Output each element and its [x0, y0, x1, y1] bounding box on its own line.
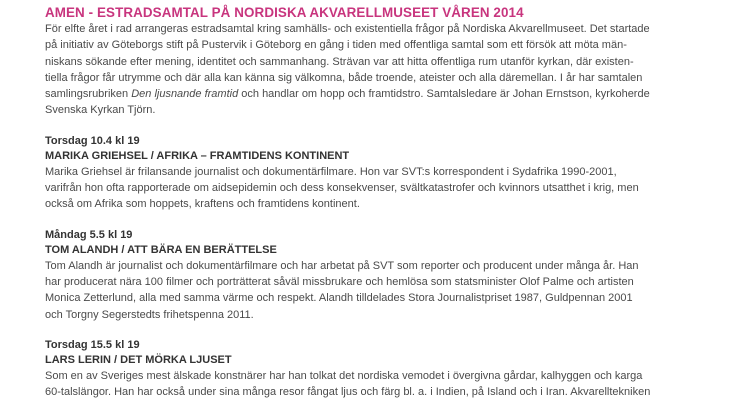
- event-line: Marika Griehsel är frilansande journalist och dokumentärfilmare. Hon var SVT:s korrespondent i Sydafrika 1990-2001,: [45, 165, 617, 178]
- event-tom-alandh: [45, 228, 705, 323]
- intro-line: tiella frågor får utrymme och där alla kan känna sig välkomna, både troende, ateister och alla däremellan. I år har samtalen: [45, 71, 643, 84]
- event-line: Som en av Sveriges mest älskade konstnärer har han tolkat det nordiska vemodet i övergivna gårdar, kalhyggen och karga: [45, 369, 643, 382]
- event-line: Tom Alandh är journalist och dokumentärfilmare och har arbetat på SVT som reporter och producent under många år. Han: [45, 259, 639, 272]
- event-description: [45, 368, 705, 401]
- event-line: Monica Zetterlund, alla med samma värme och respekt. Alandh tilldelades Stora Journalistpriset 1987, Guldpennan 2001: [45, 292, 633, 305]
- event-line: också om Afrika som hoppets, kraftens och framtidens kontinent.: [45, 198, 360, 211]
- event-lars-lerin: [45, 338, 705, 401]
- intro-line: på initiativ av Göteborgs stift på Pustervik i Göteborg en gång i tiden med offentliga samtal som ett försök att möta män-: [45, 39, 627, 52]
- intro-line: niskans sökande efter mening, identitet och sammanhang. Strävan var att hitta offentliga rum utanför kyrkan, där existen-: [45, 55, 634, 68]
- event-description: [45, 164, 705, 213]
- event-description: [45, 258, 705, 323]
- event-title: TOM ALANDH / ATT BÄRA EN BERÄTTELSE: [45, 243, 277, 256]
- event-line: och Torgny Segerstedts frihetspenna 2011.: [45, 308, 254, 321]
- event-date: Måndag 5.5 kl 19: [45, 228, 133, 241]
- event-date: Torsdag 10.4 kl 19: [45, 134, 140, 147]
- page-title: AMEN - ESTRADSAMTAL PÅ NORDISKA AKVARELLMUSEET VÅREN 2014: [45, 5, 524, 20]
- document-content: [45, 4, 705, 400]
- intro-line: För elfte året i rad arrangeras estradsamtal kring samhälls- och existentiella frågor på Nordiska Akvarellmuseet. Det startade: [45, 23, 650, 35]
- event-marika-griehsel: [45, 134, 705, 213]
- event-date: Torsdag 15.5 kl 19: [45, 338, 140, 351]
- event-title: MARIKA GRIEHSEL / AFRIKA – FRAMTIDENS KONTINENT: [45, 149, 350, 162]
- intro-text: och handlar om hopp och framtidstro. Samtalsledare är Johan Ernstson, kyrkoherde: [238, 88, 650, 101]
- intro-paragraph: [45, 21, 705, 119]
- intro-italic-title: Den ljusnande framtid: [131, 88, 239, 101]
- event-line: har producerat nära 100 filmer och porträtterat såväl missbrukare och hemlösa som statsminister Olof Palme och artisten: [45, 275, 634, 288]
- event-line: varifrån hon ofta rapporterade om aidsepidemin och dess konsekvenser, svältkatastrofer och kvinnors utsatthet i krig, men: [45, 182, 639, 195]
- intro-line: Svenska Kyrkan Tjörn.: [45, 104, 156, 117]
- intro-line: [45, 86, 705, 102]
- intro-text: samlingsrubriken: [45, 88, 132, 101]
- event-line: 60-talslängor. Han har också under sina många resor fångat ljus och färg bl. a. i Indien, på Island och i Iran. Akvarelltekniken: [45, 386, 651, 399]
- event-title: LARS LERIN / DET MÖRKA LJUSET: [45, 353, 232, 366]
